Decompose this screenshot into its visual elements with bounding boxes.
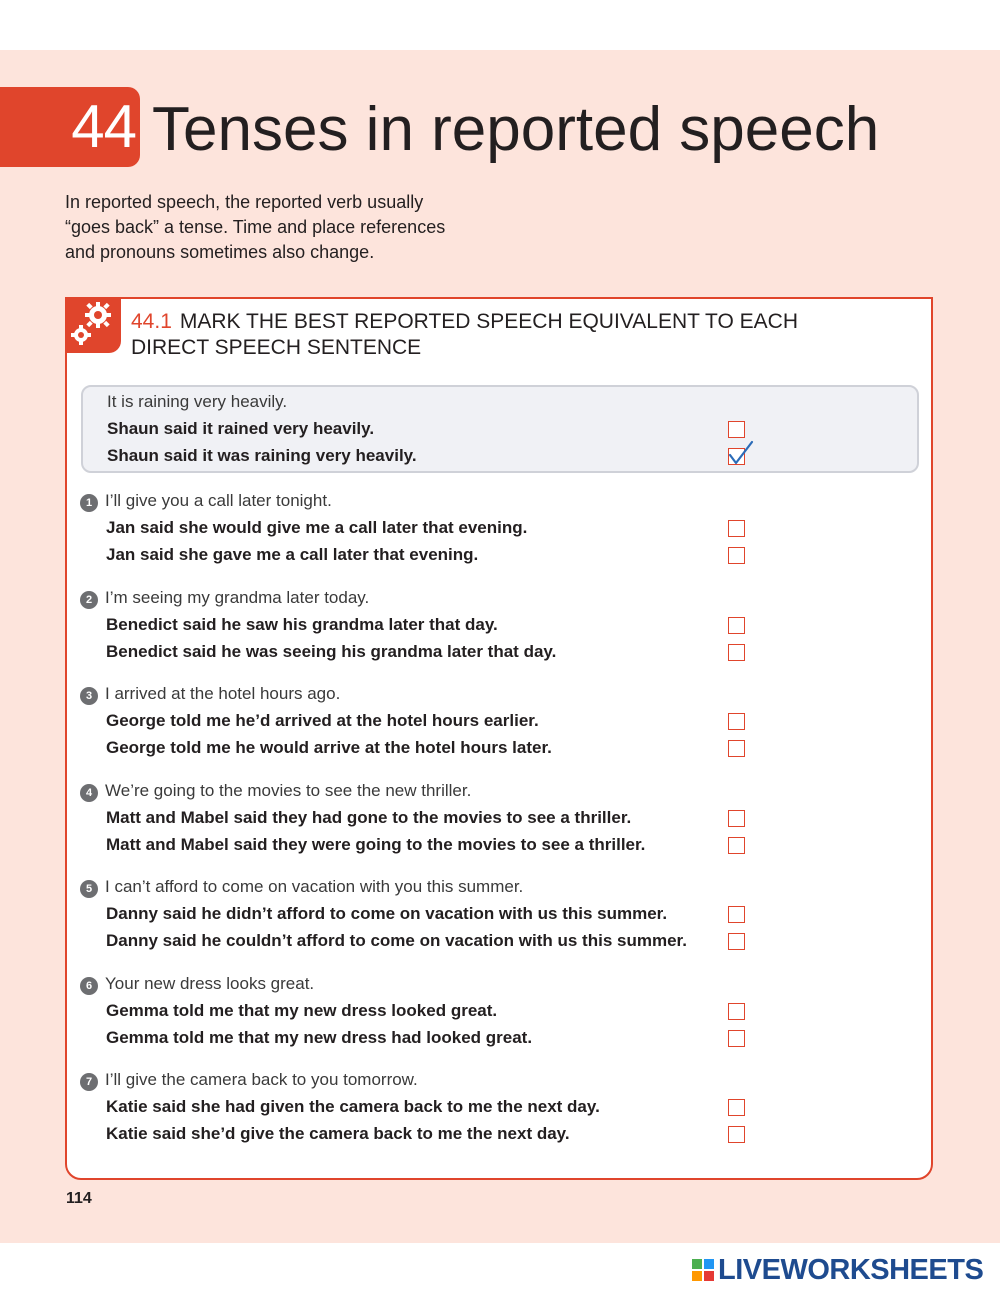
item-option: Jan said she gave me a call later that evening. [106, 545, 479, 564]
answer-checkbox[interactable] [728, 520, 745, 537]
item-option: Gemma told me that my new dress looked great. [106, 1000, 498, 1020]
item-number-badge: 2 [80, 591, 98, 609]
item-option: Benedict said he saw his grandma later that day. [106, 614, 498, 634]
answer-checkbox[interactable] [728, 1003, 745, 1020]
item-option: Matt and Mabel said they had gone to the movies to see a thriller. [106, 807, 632, 827]
example-checkbox[interactable] [728, 421, 745, 438]
answer-checkbox[interactable] [728, 1030, 745, 1047]
answer-checkbox[interactable] [728, 837, 745, 854]
instruction-line: DIRECT SPEECH SENTENCE [131, 336, 422, 359]
item-prompt: I arrived at the hotel hours ago. [105, 684, 341, 703]
exercise-instruction [131, 309, 911, 361]
logo-text: LIVEWORKSHEETS [718, 1254, 984, 1286]
answer-checkbox[interactable] [728, 1126, 745, 1143]
item-option: George told me he would arrive at the hotel hours later. [106, 738, 552, 757]
item-number-badge: 4 [80, 784, 98, 802]
liveworksheets-logo[interactable] [692, 1253, 992, 1287]
answer-checkbox[interactable] [728, 547, 745, 564]
item-prompt: I’ll give the camera back to you tomorrow. [105, 1070, 418, 1089]
item-option: Danny said he couldn’t afford to come on vacation with us this summer. [106, 931, 687, 950]
example-option: Shaun said it rained very heavily. [107, 419, 375, 438]
item-option: Danny said he didn’t afford to come on vacation with us this summer. [106, 904, 668, 923]
checkmark-icon [727, 439, 755, 467]
item-option: George told me he’d arrived at the hotel hours earlier. [106, 711, 539, 730]
example-prompt: It is raining very heavily. [107, 392, 288, 411]
item-option: Matt and Mabel said they were going to the movies to see a thriller. [106, 834, 646, 854]
page-number: 114 [66, 1190, 92, 1207]
item-prompt: We’re going to the movies to see the new thriller. [105, 780, 472, 800]
item-number-badge: 6 [80, 977, 98, 995]
answer-checkbox[interactable] [728, 644, 745, 661]
intro-line: In reported speech, the reported verb usually [65, 192, 424, 212]
item-option: Katie said she had given the camera back to me the next day. [106, 1097, 600, 1116]
item-option: Benedict said he was seeing his grandma later that day. [106, 641, 557, 661]
item-prompt: I’ll give you a call later tonight. [105, 491, 332, 510]
intro-line: “goes back” a tense. Time and place references [65, 217, 446, 237]
answer-checkbox[interactable] [728, 617, 745, 634]
logo-squares-icon [692, 1259, 714, 1281]
item-number-badge: 3 [80, 687, 98, 705]
worksheet-page [0, 50, 1000, 1243]
example-option: Shaun said it was raining very heavily. [107, 446, 417, 465]
exercise-number: 44.1 [131, 310, 172, 333]
item-number-badge: 1 [80, 494, 98, 512]
answer-checkbox[interactable] [728, 810, 745, 827]
item-number-badge: 7 [80, 1073, 98, 1091]
item-prompt: I can’t afford to come on vacation with you this summer. [105, 877, 524, 896]
item-prompt: I’m seeing my grandma later today. [105, 587, 370, 607]
answer-checkbox[interactable] [728, 1099, 745, 1116]
item-option: Jan said she would give me a call later that evening. [106, 518, 528, 537]
item-prompt: Your new dress looks great. [105, 973, 315, 993]
item-number-badge: 5 [80, 880, 98, 898]
answer-checkbox[interactable] [728, 933, 745, 950]
answer-checkbox[interactable] [728, 740, 745, 757]
intro-text [65, 190, 465, 265]
instruction-line: MARK THE BEST REPORTED SPEECH EQUIVALENT TO EACH [179, 310, 798, 333]
intro-line: and pronouns sometimes also change. [65, 242, 375, 262]
page-title: Tenses in reported speech [152, 95, 880, 164]
exercise-card [65, 297, 933, 1180]
item-option: Gemma told me that my new dress had looked great. [106, 1027, 533, 1047]
item-option: Katie said she’d give the camera back to me the next day. [106, 1124, 570, 1143]
unit-number: 44 [71, 93, 136, 160]
answer-checkbox[interactable] [728, 906, 745, 923]
gears-icon [65, 297, 121, 353]
answer-checkbox[interactable] [728, 713, 745, 730]
example-box [81, 385, 919, 473]
